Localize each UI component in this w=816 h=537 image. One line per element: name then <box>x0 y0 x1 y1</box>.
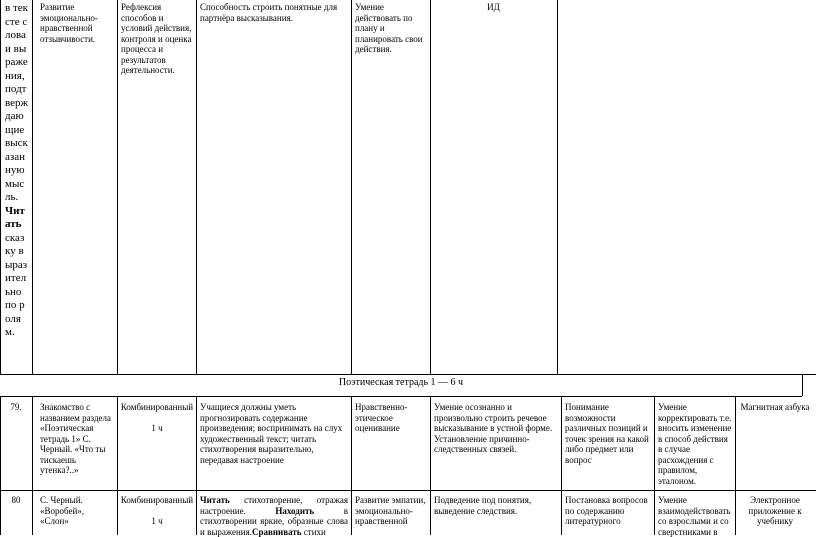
row79-lesson-type <box>118 402 196 433</box>
row80-communicative: Подведение под понятия, выведение следствия. <box>434 495 532 516</box>
top-row-activity-cell <box>5 2 29 340</box>
row79-personal: Нравственно-этическое оценивание <box>355 402 408 433</box>
row80-number: 80 <box>11 495 21 505</box>
row80-content-bold1: Читать <box>200 495 230 505</box>
row79-type: Комбинированный <box>120 402 194 412</box>
row80-regulatory: Умение взаимодействовать со взрослыми и со сверстниками в <box>658 495 731 537</box>
top-row-regulatory: Умение действовать по плану и планировать свои действия. <box>355 2 423 54</box>
row79-regulatory: Умение корректировать т.е. вносить изменение в способ действия в случае расхождения с правилом, эталоном. <box>658 402 732 486</box>
row79-topic: Знакомство с названием раздела «Поэтическая тетрадь 1» С. Черный. «Что ты тискаешь утенка?..» <box>40 402 112 475</box>
row80-content-text3: стихи <box>301 526 326 537</box>
top-row-activity-bold: Читать <box>5 204 25 230</box>
row80-content-bold3: Сравнивать <box>251 526 302 537</box>
row80-content-text2: в стихотворении яркие, образные слова и выражения. <box>200 505 348 537</box>
row80-cognitive: Постановка вопросов по содержанию литературного <box>565 495 648 526</box>
row80-topic: С. Черный. «Воробей», «Слон» <box>40 495 85 526</box>
row80-lesson-type <box>118 495 196 526</box>
row79-content: Учащиеся должны уметь прогнозировать содержание произведения; воспринимать на слух художественный текст; читать стихотворения выразительно, передавая настроение <box>200 402 343 465</box>
top-row-activity-text-a: в тексте слова и выражения, подтверждающие высказанную мысль. <box>5 2 29 203</box>
row79-cognitive: Понимание возможности различных позиций и точек зрения на какой либо предмет или вопрос <box>565 402 649 465</box>
row80-type: Комбинированный <box>120 495 194 505</box>
top-row-personal: Развитие эмоционально-нравственной отзывчивости. <box>40 2 98 44</box>
row80-resources: Электронное приложение к учебнику <box>748 495 802 526</box>
top-row-id: ИД <box>487 2 500 12</box>
top-row-communicative: Способность строить понятные для партнёра высказывания. <box>200 2 338 23</box>
row80-personal: Развитие эмпатии, эмоционально-нравственной <box>355 495 426 526</box>
row79-resources: Магнитная азбука <box>740 402 810 412</box>
row80-content-bold2: Находить <box>275 505 315 516</box>
row80-content-text1: стихотворение, отражая настроение. <box>200 495 348 516</box>
row79-number: 79. <box>10 402 22 412</box>
top-row-reflection: Рефлексия способов и условий действия, контроля и оценка процесса и результатов деятельности. <box>121 2 192 75</box>
row80-hours: 1 ч <box>151 515 163 526</box>
row79-communicative: Умение осознанно и произвольно строить речевое высказывание в устной форме. Установление причинно-следственных связей. <box>434 402 553 454</box>
row80-content <box>200 495 348 537</box>
row79-hours: 1 ч <box>151 422 163 433</box>
top-row-activity-text-b: сказку выразительно по ролям. <box>5 231 28 338</box>
section-title: Поэтическая тетрадь 1 — 6 ч <box>338 377 464 388</box>
